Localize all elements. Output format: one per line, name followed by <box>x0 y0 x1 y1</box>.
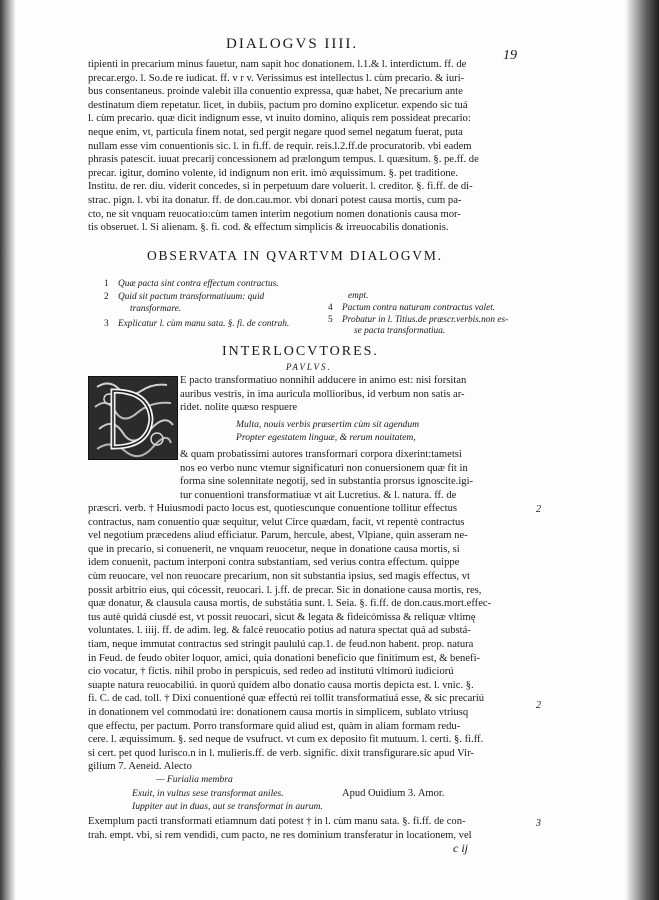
closing-paragraph <box>88 815 530 842</box>
margin-number: 3 <box>536 818 541 829</box>
item-text: Probatur in l. Titius.de præscr.verbis.non es- <box>342 315 509 325</box>
text-line: precar.ergo. l. So.de re iudicat. ff. v r v. Verissimus est intellectus l. cùm precario. & iuri- <box>88 72 465 84</box>
item-number: 4 <box>328 303 333 313</box>
text-line: ridet. nolite quæso respuere <box>180 402 298 414</box>
text-line: strac. pign. l. vbi ita donatur. ff. de don.cau.mor. vbi donari potest causa mortis, cum pa- <box>88 194 462 206</box>
text-line: cio vocatur, † fictis. nihil probo in perspicuis, sed redeo ad institutú vltimorú iudiciorú <box>88 666 454 678</box>
text-line: phrasis patescit. iuuat precarij concessionem ad prælongum tempus. l. quæsitum. §. pe.ff. de <box>88 154 479 166</box>
text-line: gilium 7. Aeneid. Alecto <box>88 761 192 773</box>
item-number: 2 <box>104 292 109 302</box>
item-text: Quæ pacta sint contra effectum contractus. <box>118 279 279 289</box>
text-line: tus autè quidá ciusdé est, vt possit reuocari, sicut & legata & fideicómissa & reliquæ vltimę <box>88 611 476 623</box>
observata-item-5-continued: se pacta transformatiua. <box>354 326 446 336</box>
text-line: cto, ne sit vnquam reuocatio:cùm tamen interim negotium nomen donationis causa mor- <box>88 208 461 220</box>
ornamental-initial-image <box>89 377 177 459</box>
section-heading: OBSERVATA IN QVARTVM DIALOGVM. <box>147 248 443 263</box>
text-line: quæ donatur, & clausula causa mortis, de substátia sunt. l. Seia. §. fi.ff. de don.caus.mort.effec- <box>88 598 492 610</box>
item-number: 1 <box>104 279 109 289</box>
text-line: idem conuenit, pactum interponi contra substantiam, sed verius contra effectum. quippe <box>88 557 460 569</box>
text-line: que effectu, per pactum. Porro transformare quid aliud est, quàm in aliam formam redu- <box>88 720 461 732</box>
text-line: præscri. verb. † Huiusmodi pacto locus est, quotiescunque conuentione tollitur effectus <box>88 503 458 514</box>
body-paragraph-start <box>180 448 530 502</box>
verse-line: Iuppiter aut in duas, aut se transformat in aurum. <box>132 801 323 812</box>
text-line: suapte natura reuocabiliú. in quorú quidem albo donatio causa mortis depicta est. l. vnic. §. <box>88 679 474 691</box>
interlocutores-heading: INTERLOCVTORES. <box>222 344 379 359</box>
text-line: Institu. de rer. diu. viderit concedes, si in perpetuum dare voluerit. l. creditor. §. fi.ff. de di- <box>88 181 473 193</box>
text-line: E pacto transformatiuo nonnihil adducere in animo est: nisi forsitan <box>180 375 467 386</box>
running-head: DIALOGVS IIII. <box>226 36 359 52</box>
text-line: Exemplum pacti transformati etiamnum dati potest † in l. cùm manu sata. §. fi.ff. de con- <box>88 816 466 827</box>
observata-item-1 <box>104 278 279 290</box>
verse-line: Exuit, in vultus sese transformat aniles. <box>132 788 284 799</box>
item-text: Pactum contra naturam contractus valet. <box>342 303 496 313</box>
text-line: si cert. pet quod Iurisco.n in l. mulieris.ff. de verb. signific. dixit transfigurare.sic apud Vir- <box>88 747 474 759</box>
intro-paragraph <box>180 374 530 415</box>
item-number: 5 <box>328 315 333 325</box>
observata-item-4 <box>328 302 495 314</box>
text-line: auribus vestris, in ima auricula mollioribus, id verbum non satis ar- <box>180 388 465 400</box>
observata-item-5 <box>328 314 508 326</box>
text-line: possit arbitrio eius, qui cócessit, reuocari. l. j.ff. de precar. Sic in donatione causa mortis, res, <box>88 584 482 596</box>
text-line: que in precario, si conuenerit, ne vnquam reuocetur, neque in donatione causa mortis, si <box>88 543 460 555</box>
text-line: in donationem vel commodatú ire: donationem causa mortis in simplicem, sublato vtriusq <box>88 706 469 718</box>
verse-line: — Furialia membra <box>156 774 233 785</box>
item-number: 3 <box>104 319 109 329</box>
text-line: forma sine solennitate negotij, sed in substantia prorsus ignoscite.igi- <box>180 476 474 488</box>
observata-item-2 <box>104 291 264 303</box>
page-edge-shadow <box>625 0 659 900</box>
item-text: Quid sit pactum transformatiuum: quid <box>118 292 265 302</box>
item-text: Explicatur l. cùm manu sata. §. fi. de contrah. <box>118 319 290 329</box>
text-line: tis obseruet. l. Si alienam. §. fi. cod. & effectum simplicis & irreuocabilis donationis. <box>88 222 449 234</box>
text-line: trah. empt. vbi, si rem vendidi, cum pacto, ne res dominium transferatur in locationem, vel <box>88 829 472 841</box>
top-paragraph <box>88 58 528 235</box>
margin-number: 2 <box>536 700 541 711</box>
text-line: neque enim, vt, particula finem notat, sed pergit negare quod semel negatum fuerat, puta <box>88 126 463 138</box>
verse-line: Multa, nouis verbis præsertim cùm sit agendum <box>236 419 420 430</box>
page-number: 19 <box>503 48 517 63</box>
ornamental-initial <box>88 376 178 460</box>
observata-item-2-continued: transformare. <box>130 304 182 314</box>
signature-mark: c ij <box>453 841 468 855</box>
text-line: & quam probatissimi autores transformari corpora dixerint:tametsi <box>180 449 462 460</box>
text-line: nos eo verbo nunc vtemur significaturi non conuersionem quæ fit in <box>180 462 468 474</box>
text-line: precar. igitur, domino volente, id indignum non erit. imò æquissimum. §. pet traditione. <box>88 167 459 179</box>
observata-item-3-continued: empt. <box>348 291 369 301</box>
verse-line: Propter egestatem linguæ, & rerum nouitatem, <box>236 432 416 443</box>
text-line: in Feud. de feudo obiter loquor, amici, quia donationi beneficio que finitimum est, & benefi- <box>88 652 481 664</box>
text-line: nullam esse vim conuentionis sic. l. in fi.ff. de requir. reis.l.2.ff.de procuratorib. vbi eadem <box>88 140 472 152</box>
text-line: l. cùm precario. quæ dicit indignum esse, vt inuito domino, aliquis rem possideat precario: <box>88 113 471 125</box>
text-line: tur conuentioni transformatiuæ vt ait Lucretius. & l. natura. ff. de <box>180 489 457 501</box>
text-line: vel negotium præcedens aliud efficiatur. Parum, hercule, abest, Vlpiane, quin asseram ne- <box>88 530 468 542</box>
ovid-reference: Apud Ouidium 3. Amor. <box>342 788 445 799</box>
speaker-name: PAVLVS. <box>286 362 332 372</box>
text-line: cùm reuocare, vel non reuocare precarium, non sit substantia ipsius, sed magis effectus, vt <box>88 570 470 582</box>
observata-item-3 <box>104 318 289 330</box>
text-line: tipienti in precarium minus fauetur, nam sapit hoc donationem. l.1.& l. interdictum. ff. de <box>88 59 467 70</box>
text-line: destinatum diem repetatur. licet, in dubiis, pactum pro domino explicetur. expendo sic tuá <box>88 99 468 111</box>
text-line: contractus, nam conuentio quæ sequitur, velut Circe quædam, facit, vt repentè contractus <box>88 516 465 528</box>
gutter-shadow <box>0 0 16 900</box>
margin-number: 2 <box>536 504 541 515</box>
text-line: cere. l. æquissimum. §. sed neque de vsufruct. vt cum ex deposito fit mutuum. l. certi. §. fi.ff. <box>88 734 484 746</box>
text-line: tiam, neque immutat contractus sed stringit paululú cap.1. de feud.non habent. prop. natura <box>88 638 474 650</box>
text-line: voluntates. l. iiij. ff. de adim. leg. & falcè reuocatio potius ad natura spectat quá ad substá- <box>88 625 471 637</box>
body-paragraph <box>88 502 530 774</box>
text-line: fi. C. de cad. toll. † Dixi conuentioné quæ effectú rei tollit transformatiuá esse, & sic precariú <box>88 693 485 705</box>
text-line: bus consentaneus. proinde valebit illa conuentio expressa, quæ habet, Ne precarium ante <box>88 86 463 98</box>
